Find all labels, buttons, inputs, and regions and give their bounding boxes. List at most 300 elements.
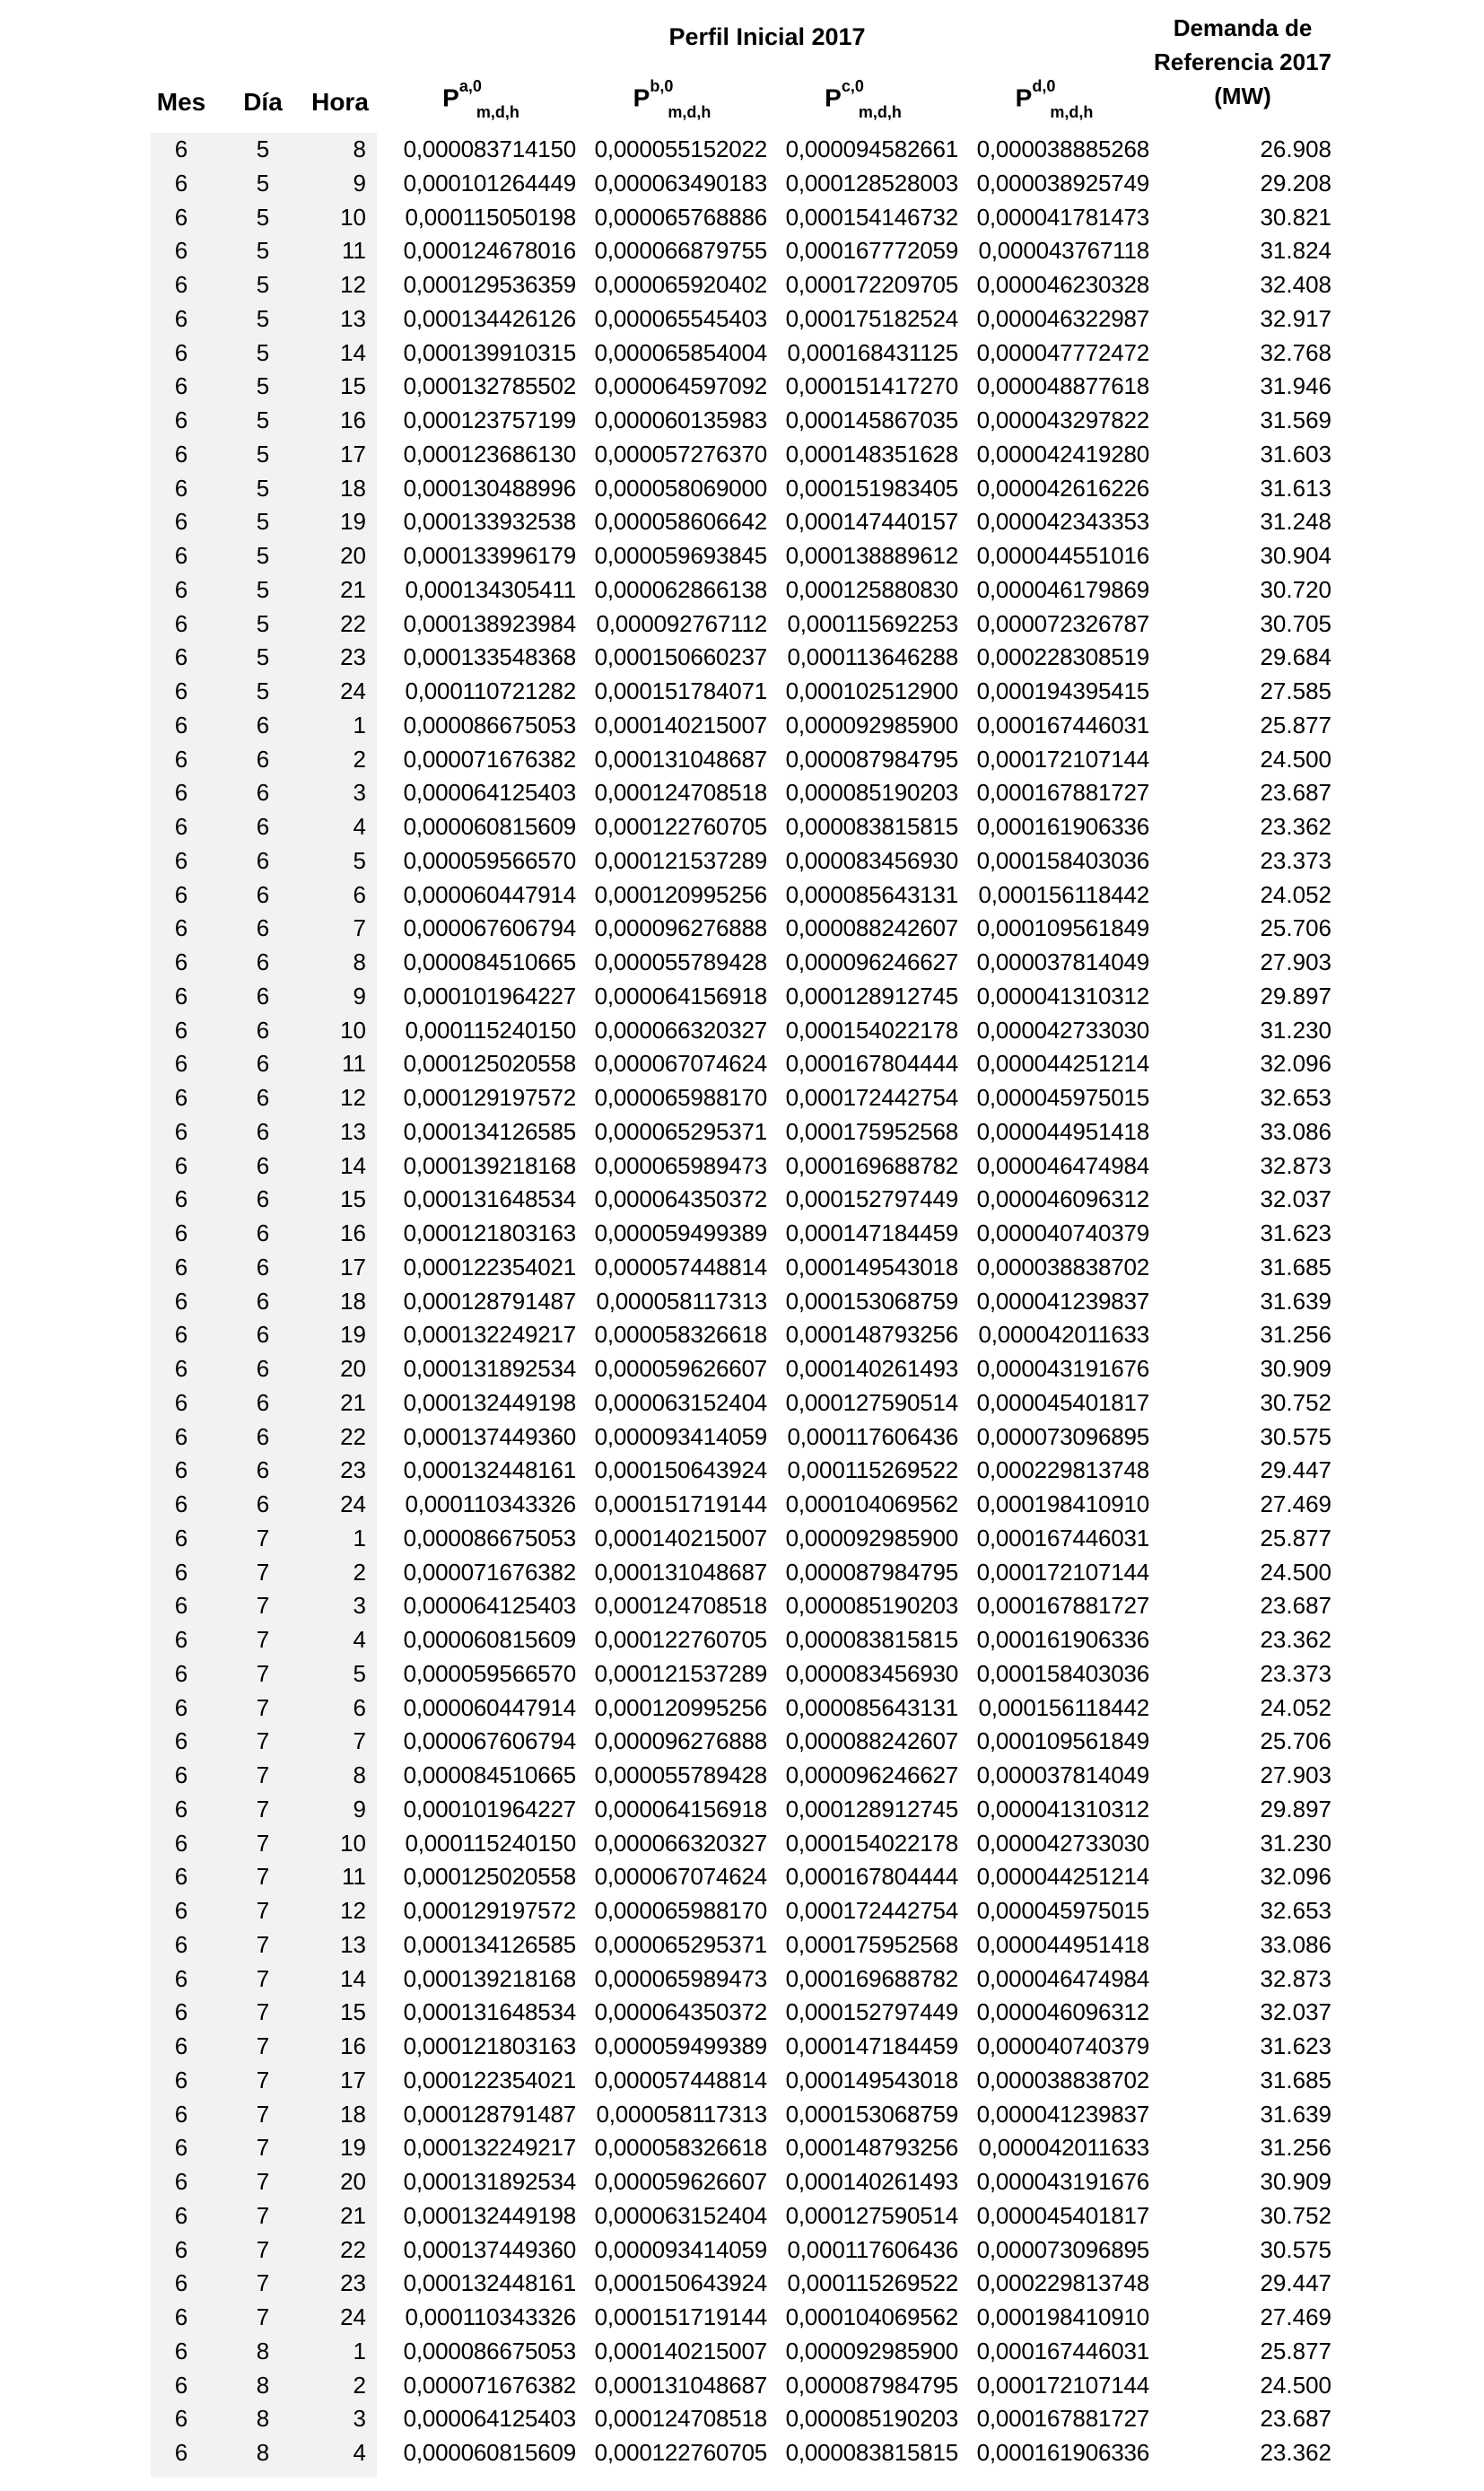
cell-demanda: 32.917	[1260, 304, 1331, 332]
cell-mes: 6	[174, 1321, 188, 1349]
cell-pd: 0,000045401817	[976, 2201, 1149, 2229]
cell-pa: 0,000128791487	[403, 2100, 576, 2128]
cell-pc: 0,000115269522	[787, 2269, 958, 2297]
cell-dia: 5	[256, 508, 270, 536]
cell-pc: 0,000127590514	[785, 2201, 958, 2229]
cell-pc: 0,000154022178	[785, 1016, 958, 1044]
table-row	[0, 1623, 1484, 1657]
cell-pa: 0,000067606794	[403, 914, 576, 942]
cell-pb: 0,000060135983	[594, 406, 767, 433]
cell-pc: 0,000087984795	[785, 1558, 958, 1586]
table-row	[0, 2098, 1484, 2132]
cell-hora: 11	[342, 1050, 366, 1078]
cell-pd: 0,000040740379	[976, 2032, 1149, 2059]
cell-pb: 0,000092767112	[596, 609, 767, 637]
table-row	[0, 912, 1484, 946]
cell-hora: 24	[340, 677, 366, 704]
cell-pd: 0,000161906336	[976, 813, 1149, 840]
cell-dia: 6	[256, 1151, 270, 1179]
table-row	[0, 2267, 1484, 2301]
cell-mes: 6	[174, 1524, 188, 1551]
cell-pb: 0,000131048687	[594, 2371, 767, 2399]
cell-dia: 7	[256, 2303, 270, 2330]
cell-mes: 6	[174, 813, 188, 840]
cell-demanda: 31.824	[1260, 237, 1331, 265]
cell-pd: 0,000044551016	[976, 542, 1149, 569]
cell-demanda: 24.500	[1260, 745, 1331, 773]
cell-demanda: 32.096	[1260, 1863, 1331, 1891]
cell-pb: 0,000151719144	[594, 2303, 767, 2330]
cell-dia: 7	[256, 2168, 270, 2195]
cell-hora: 15	[340, 1185, 366, 1213]
cell-pa: 0,000115240150	[405, 1829, 576, 1857]
cell-pc: 0,000152797449	[785, 1185, 958, 1213]
cell-dia: 5	[256, 237, 270, 265]
cell-pa: 0,000133996179	[403, 542, 576, 569]
demand-header-line-2: Referencia 2017	[1153, 48, 1332, 75]
cell-pc: 0,000168431125	[787, 338, 958, 366]
cell-demanda: 31.685	[1260, 1253, 1331, 1280]
cell-dia: 5	[256, 643, 270, 671]
column-header-pa: P$^{a,0}_{m,d,h}$	[442, 77, 519, 121]
cell-pd: 0,000038838702	[976, 1253, 1149, 1280]
cell-pd: 0,000158403036	[976, 1659, 1149, 1687]
cell-pb: 0,000065989473	[594, 1964, 767, 1992]
cell-dia: 7	[256, 1930, 270, 1958]
cell-mes: 6	[174, 1151, 188, 1179]
cell-demanda: 31.623	[1260, 1219, 1331, 1246]
table-row	[0, 1691, 1484, 1726]
cell-pd: 0,000167446031	[976, 711, 1149, 739]
cell-demanda: 32.653	[1260, 1897, 1331, 1924]
cell-hora: 13	[340, 1930, 366, 1958]
cell-pd: 0,000046096312	[976, 1185, 1149, 1213]
cell-mes: 6	[174, 1456, 188, 1484]
cell-demanda: 31.569	[1260, 406, 1331, 433]
cell-dia: 5	[256, 271, 270, 298]
cell-pc: 0,000104069562	[785, 2303, 958, 2330]
cell-hora: 7	[353, 914, 366, 942]
table-row	[0, 1115, 1484, 1149]
cell-dia: 7	[256, 1626, 270, 1653]
cell-pa: 0,000131892534	[403, 2168, 576, 2195]
cell-pa: 0,000131648534	[403, 1998, 576, 2026]
cell-mes: 6	[174, 2439, 188, 2466]
cell-demanda: 30.821	[1260, 203, 1331, 231]
cell-pc: 0,000149543018	[785, 1253, 958, 1280]
cell-hora: 18	[340, 2100, 366, 2128]
cell-pa: 0,000129197572	[403, 1084, 576, 1111]
cell-demanda: 31.248	[1260, 508, 1331, 536]
cell-mes: 6	[174, 2134, 188, 2162]
cell-hora: 9	[353, 169, 366, 197]
cell-pa: 0,000083714150	[403, 135, 576, 162]
cell-pd: 0,000040740379	[976, 1219, 1149, 1246]
cell-pa: 0,000132449198	[403, 1388, 576, 1416]
cell-hora: 23	[340, 643, 366, 671]
cell-dia: 5	[256, 542, 270, 569]
cell-mes: 6	[174, 1592, 188, 1620]
cell-pc: 0,000140261493	[785, 2168, 958, 2195]
cell-pa: 0,000125020558	[403, 1050, 576, 1078]
cell-pb: 0,000122760705	[594, 2439, 767, 2466]
cell-dia: 5	[256, 338, 270, 366]
cell-pc: 0,000128528003	[785, 169, 958, 197]
column-header-mes: Mes	[156, 88, 206, 116]
cell-pd: 0,000167446031	[976, 2337, 1149, 2364]
cell-pa: 0,000071676382	[403, 2371, 576, 2399]
cell-demanda: 25.877	[1260, 2337, 1331, 2364]
cell-mes: 6	[174, 2337, 188, 2364]
table-row	[0, 2131, 1484, 2165]
cell-pc: 0,000149543018	[785, 2066, 958, 2093]
cell-hora: 15	[340, 1998, 366, 2026]
cell-hora: 22	[340, 1422, 366, 1450]
cell-dia: 6	[256, 1050, 270, 1078]
cell-pb: 0,000124708518	[594, 2405, 767, 2433]
cell-demanda: 32.096	[1260, 1050, 1331, 1078]
cell-demanda: 27.903	[1260, 1761, 1331, 1788]
cell-demanda: 29.208	[1260, 169, 1331, 197]
cell-pa: 0,000138923984	[403, 609, 576, 637]
table-row	[0, 472, 1484, 506]
column-header-hora: Hora	[311, 88, 369, 116]
cell-pd: 0,000037814049	[976, 948, 1149, 975]
cell-hora: 13	[340, 304, 366, 332]
cell-demanda: 32.768	[1260, 338, 1331, 366]
cell-mes: 6	[174, 474, 188, 502]
cell-demanda: 23.362	[1260, 2439, 1331, 2466]
cell-pd: 0,000046474984	[976, 1964, 1149, 1992]
cell-pb: 0,000093414059	[594, 1422, 767, 1450]
cell-demanda: 31.685	[1260, 2066, 1331, 2093]
cell-hora: 19	[340, 1321, 366, 1349]
cell-hora: 12	[340, 1897, 366, 1924]
cell-hora: 15	[340, 372, 366, 400]
cell-demanda: 31.230	[1260, 1829, 1331, 1857]
cell-dia: 6	[256, 813, 270, 840]
cell-demanda: 27.585	[1260, 677, 1331, 704]
cell-demanda: 24.500	[1260, 1558, 1331, 1586]
cell-pc: 0,000140261493	[785, 1355, 958, 1382]
cell-pb: 0,000058326618	[594, 2134, 767, 2162]
cell-dia: 6	[256, 779, 270, 807]
cell-dia: 7	[256, 1524, 270, 1551]
table-row	[0, 675, 1484, 709]
table-row	[0, 980, 1484, 1014]
cell-pb: 0,000093414059	[594, 2235, 767, 2263]
cell-demanda: 30.575	[1260, 1422, 1331, 1450]
cell-pd: 0,000073096895	[976, 1422, 1149, 1450]
cell-pb: 0,000067074624	[594, 1863, 767, 1891]
cell-pa: 0,000129536359	[403, 271, 576, 298]
cell-pa: 0,000137449360	[403, 2235, 576, 2263]
cell-hora: 3	[353, 1592, 366, 1620]
cell-dia: 7	[256, 1964, 270, 1992]
cell-pb: 0,000131048687	[594, 745, 767, 773]
cell-pb: 0,000121537289	[594, 846, 767, 874]
cell-dia: 6	[256, 948, 270, 975]
table-row	[0, 1183, 1484, 1217]
cell-pc: 0,000175952568	[785, 1930, 958, 1958]
cell-pc: 0,000147440157	[785, 508, 958, 536]
cell-pc: 0,000167804444	[785, 1050, 958, 1078]
cell-pc: 0,000154022178	[785, 1829, 958, 1857]
cell-demanda: 32.873	[1260, 1964, 1331, 1992]
cell-pd: 0,000041781473	[976, 203, 1149, 231]
cell-hora: 11	[342, 1863, 366, 1891]
cell-pd: 0,000042616226	[976, 474, 1149, 502]
cell-dia: 7	[256, 2100, 270, 2128]
cell-demanda: 30.909	[1260, 1355, 1331, 1382]
cell-pc: 0,000088242607	[785, 1727, 958, 1755]
cell-dia: 7	[256, 1998, 270, 2026]
cell-hora: 14	[340, 1964, 366, 1992]
cell-pa: 0,000110721282	[405, 677, 576, 704]
cell-hora: 19	[340, 2134, 366, 2162]
cell-pa: 0,000122354021	[403, 1253, 576, 1280]
cell-pc: 0,000128912745	[785, 982, 958, 1010]
table-row	[0, 268, 1484, 302]
cell-pa: 0,000071676382	[403, 745, 576, 773]
cell-demanda: 32.037	[1260, 1185, 1331, 1213]
cell-hora: 6	[353, 880, 366, 908]
cell-mes: 6	[174, 372, 188, 400]
cell-dia: 7	[256, 1761, 270, 1788]
table-row	[0, 1589, 1484, 1623]
cell-demanda: 26.908	[1260, 135, 1331, 162]
cell-demanda: 32.408	[1260, 271, 1331, 298]
cell-demanda: 31.946	[1260, 372, 1331, 400]
cell-pb: 0,000150643924	[594, 1456, 767, 1484]
cell-mes: 6	[174, 609, 188, 637]
cell-dia: 6	[256, 1084, 270, 1111]
cell-pd: 0,000048877618	[976, 372, 1149, 400]
table-row	[0, 1285, 1484, 1319]
cell-hora: 20	[340, 542, 366, 569]
cell-mes: 6	[174, 948, 188, 975]
cell-pc: 0,000083456930	[785, 1659, 958, 1687]
cell-demanda: 23.373	[1260, 846, 1331, 874]
table-row	[0, 1014, 1484, 1048]
cell-pc: 0,000083815815	[785, 813, 958, 840]
cell-hora: 23	[340, 2269, 366, 2297]
cell-hora: 16	[340, 406, 366, 433]
cell-dia: 8	[256, 2371, 270, 2399]
cell-dia: 7	[256, 1829, 270, 1857]
cell-pd: 0,000167446031	[976, 1524, 1149, 1551]
cell-pc: 0,000087984795	[785, 745, 958, 773]
table-row	[0, 1318, 1484, 1352]
table-row	[0, 167, 1484, 201]
cell-mes: 6	[174, 1863, 188, 1891]
cell-pd: 0,000038885268	[976, 135, 1149, 162]
cell-mes: 6	[174, 1626, 188, 1653]
table-body	[0, 133, 1484, 2470]
cell-pb: 0,000059499389	[594, 1219, 767, 1246]
cell-pd: 0,000037814049	[976, 1761, 1149, 1788]
table-row	[0, 1860, 1484, 1894]
cell-pa: 0,000124678016	[403, 237, 576, 265]
cell-pa: 0,000086675053	[403, 1524, 576, 1551]
cell-pb: 0,000058069000	[594, 474, 767, 502]
cell-pa: 0,000060447914	[403, 880, 576, 908]
cell-hora: 13	[340, 1117, 366, 1145]
cell-pd: 0,000046179869	[976, 575, 1149, 603]
cell-pc: 0,000085190203	[785, 779, 958, 807]
cell-dia: 6	[256, 1253, 270, 1280]
cell-pc: 0,000096246627	[785, 948, 958, 975]
table-row	[0, 1488, 1484, 1522]
cell-pb: 0,000065989473	[594, 1151, 767, 1179]
cell-pb: 0,000150643924	[594, 2269, 767, 2297]
cell-pb: 0,000066879755	[594, 237, 767, 265]
cell-hora: 21	[340, 2201, 366, 2229]
cell-pb: 0,000140215007	[594, 2337, 767, 2364]
cell-pa: 0,000115050198	[405, 203, 576, 231]
cell-dia: 5	[256, 203, 270, 231]
table-row	[0, 438, 1484, 472]
cell-hora: 22	[340, 609, 366, 637]
column-header-pc: P$^{c,0}_{m,d,h}$	[825, 77, 902, 121]
table-row	[0, 1793, 1484, 1827]
cell-pd: 0,000044251214	[976, 1863, 1149, 1891]
cell-pc: 0,000172442754	[785, 1084, 958, 1111]
cell-pa: 0,000121803163	[403, 2032, 576, 2059]
cell-pa: 0,000134305411	[405, 575, 576, 603]
column-header-pd: P$^{d,0}_{m,d,h}$	[1015, 77, 1094, 121]
cell-demanda: 31.256	[1260, 2134, 1331, 2162]
cell-demanda: 24.500	[1260, 2371, 1331, 2399]
cell-hora: 18	[340, 1287, 366, 1315]
cell-pd: 0,000228308519	[976, 643, 1149, 671]
cell-pa: 0,000084510665	[403, 1761, 576, 1788]
cell-demanda: 31.613	[1260, 474, 1331, 502]
cell-mes: 6	[174, 643, 188, 671]
cell-pc: 0,000092985900	[785, 711, 958, 739]
cell-hora: 4	[353, 1626, 366, 1653]
cell-hora: 21	[340, 575, 366, 603]
cell-hora: 11	[342, 237, 366, 265]
cell-pb: 0,000062866138	[594, 575, 767, 603]
cell-pc: 0,000148351628	[785, 440, 958, 468]
cell-pd: 0,000072326787	[976, 609, 1149, 637]
cell-pd: 0,000043191676	[976, 2168, 1149, 2195]
cell-pb: 0,000065920402	[594, 271, 767, 298]
cell-dia: 6	[256, 1016, 270, 1044]
cell-mes: 6	[174, 1422, 188, 1450]
cell-mes: 6	[174, 1998, 188, 2026]
cell-pa: 0,000071676382	[403, 1558, 576, 1586]
cell-dia: 5	[256, 304, 270, 332]
cell-pa: 0,000132448161	[403, 2269, 576, 2297]
table-row	[0, 1352, 1484, 1386]
cell-pa: 0,000101964227	[403, 1795, 576, 1822]
cell-pa: 0,000134126585	[403, 1117, 576, 1145]
cell-hora: 3	[353, 2405, 366, 2433]
cell-pb: 0,000065295371	[594, 1930, 767, 1958]
cell-pd: 0,000156118442	[978, 880, 1149, 908]
cell-dia: 5	[256, 135, 270, 162]
cell-pb: 0,000063152404	[594, 1388, 767, 1416]
table-row	[0, 1251, 1484, 1285]
table-row	[0, 1759, 1484, 1793]
cell-pa: 0,000123757199	[403, 406, 576, 433]
cell-dia: 5	[256, 406, 270, 433]
cell-pb: 0,000120995256	[594, 880, 767, 908]
cell-dia: 7	[256, 2032, 270, 2059]
cell-pc: 0,000117606436	[787, 1422, 958, 1450]
cell-hora: 20	[340, 1355, 366, 1382]
table-row	[0, 337, 1484, 371]
cell-pa: 0,000134126585	[403, 1930, 576, 1958]
cell-mes: 6	[174, 271, 188, 298]
cell-pb: 0,000150660237	[594, 643, 767, 671]
cell-pd: 0,000045975015	[976, 1897, 1149, 1924]
cell-demanda: 33.086	[1260, 1117, 1331, 1145]
cell-pd: 0,000109561849	[976, 1727, 1149, 1755]
cell-pc: 0,000154146732	[785, 203, 958, 231]
cell-dia: 6	[256, 1422, 270, 1450]
cell-pa: 0,000060815609	[403, 813, 576, 840]
table-row	[0, 234, 1484, 268]
cell-demanda: 27.469	[1260, 1490, 1331, 1517]
cell-dia: 5	[256, 575, 270, 603]
cell-pd: 0,000172107144	[976, 1558, 1149, 1586]
cell-hora: 19	[340, 508, 366, 536]
table-row	[0, 2233, 1484, 2268]
cell-pa: 0,000133932538	[403, 508, 576, 536]
cell-pd: 0,000043297822	[976, 406, 1149, 433]
cell-dia: 7	[256, 2134, 270, 2162]
cell-demanda: 27.469	[1260, 2303, 1331, 2330]
cell-pa: 0,000133548368	[403, 643, 576, 671]
cell-pb: 0,000151719144	[594, 1490, 767, 1517]
cell-pd: 0,000167881727	[976, 779, 1149, 807]
cell-pa: 0,000122354021	[403, 2066, 576, 2093]
cell-mes: 6	[174, 1388, 188, 1416]
cell-demanda: 30.752	[1260, 1388, 1331, 1416]
table-row	[0, 302, 1484, 337]
cell-mes: 6	[174, 440, 188, 468]
table-row	[0, 133, 1484, 167]
cell-dia: 5	[256, 440, 270, 468]
cell-dia: 7	[256, 2066, 270, 2093]
table-row	[0, 1827, 1484, 1861]
cell-dia: 6	[256, 1219, 270, 1246]
cell-pa: 0,000067606794	[403, 1727, 576, 1755]
cell-mes: 6	[174, 1659, 188, 1687]
cell-mes: 6	[174, 304, 188, 332]
cell-pb: 0,000059626607	[594, 1355, 767, 1382]
cell-dia: 6	[256, 1117, 270, 1145]
cell-demanda: 25.706	[1260, 914, 1331, 942]
table-row	[0, 1894, 1484, 1928]
cell-pc: 0,000085190203	[785, 2405, 958, 2433]
cell-pa: 0,000084510665	[403, 948, 576, 975]
cell-hora: 17	[340, 440, 366, 468]
cell-hora: 5	[353, 1659, 366, 1687]
table-row	[0, 2301, 1484, 2335]
cell-pb: 0,000063490183	[594, 169, 767, 197]
cell-pc: 0,000148793256	[785, 2134, 958, 2162]
cell-hora: 22	[340, 2235, 366, 2263]
table-row	[0, 1420, 1484, 1455]
cell-demanda: 29.897	[1260, 1795, 1331, 1822]
cell-pc: 0,000128912745	[785, 1795, 958, 1822]
cell-pb: 0,000124708518	[594, 779, 767, 807]
cell-pc: 0,000125880830	[785, 575, 958, 603]
